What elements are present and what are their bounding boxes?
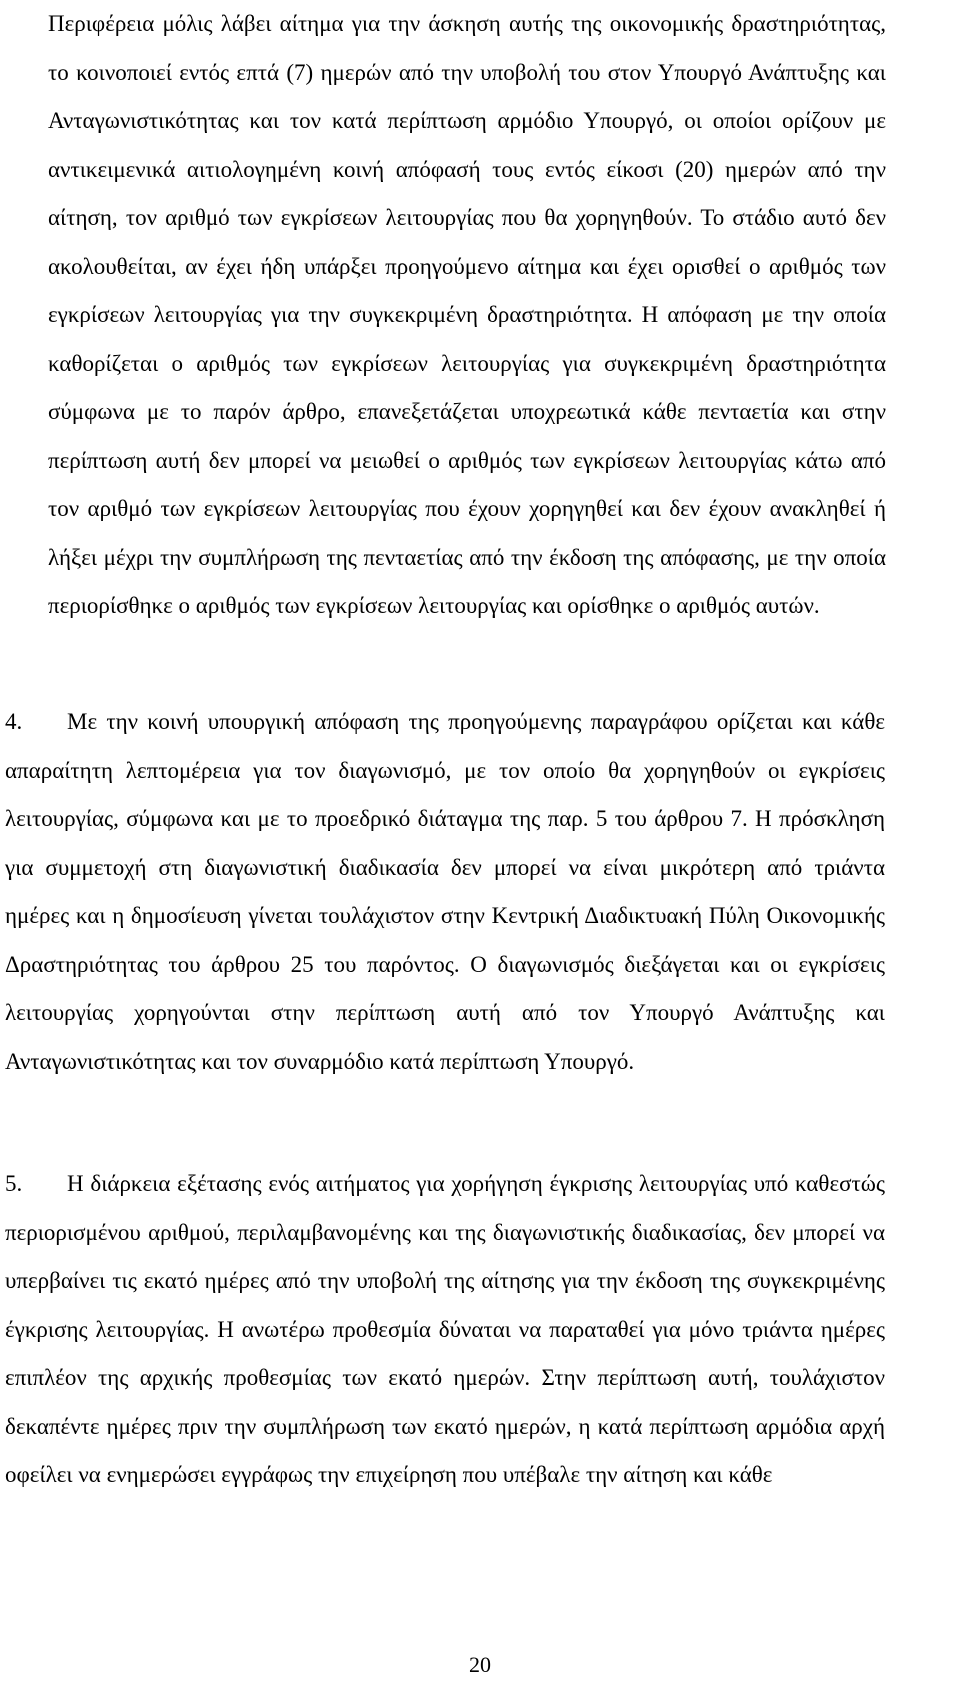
paragraph-text: Περιφέρεια μόλις λάβει αίτημα για την άσκηση αυτής της οικονομικής δραστηριότητας, το κοινοποιεί εντός επτά (7) ημερών από την υποβολή του στον Υπουργό Ανάπτυξης και Ανταγωνιστικότητας και τον κατά περίπτωση αρμόδιο Υπουργό, οι οποίοι ορίζουν με αντικειμενικά αιτιολογημένη κοινή απόφασή τους εντός είκοσι (20) ημερών από την αίτηση, τον αριθμό των εγκρίσεων λειτουργίας που θα χορηγηθούν. Το στάδιο αυτό δεν ακολουθείται, αν έχει ήδη υπάρξει προηγούμενο αίτημα και έχει ορισθεί ο αριθμός των εγκρίσεων λειτουργίας για την συγκεκριμένη δραστηριότητα. Η απόφαση με την οποία καθορίζεται ο αριθμός των εγκρίσεων λειτουργίας για συγκεκριμένη δραστηριότητα σύμφωνα με το παρόν άρθρο, επανεξετάζεται υποχρεωτικά κάθε πενταετία και στην περίπτωση αυτή δεν μπορεί να μειωθεί ο αριθμός των εγκρίσεων λειτουργίας κάτω από τον αριθμό των εγκρίσεων λειτουργίας που έχουν χορηγηθεί και δεν έχουν ανακληθεί ή λήξει μέχρι την συμπλήρωση της πενταετίας από την έκδοση της απόφασης, με την οποία περιορίσθηκε ο αριθμός των εγκρίσεων λειτουργίας και ορίσθηκε ο αριθμός αυτών. [48,11,886,618]
paragraph-4 [5,698,885,1086]
paragraph-text: Με την κοινή υπουργική απόφαση της προηγούμενης παραγράφου ορίζεται και κάθε απαραίτητη λεπτομέρεια για τον διαγωνισμό, με τον οποίο θα χορηγηθούν οι εγκρίσεις λειτουργίας, σύμφωνα και με το προεδρικό διάταγμα της παρ. 5 του άρθρου 7. Η πρόσκληση για συμμετοχή στη διαγωνιστική διαδικασία δεν μπορεί να είναι μικρότερη από τριάντα ημέρες και η δημοσίευση γίνεται τουλάχιστον στην Κεντρική Διαδικτυακή Πύλη Οικονομικής Δραστηριότητας του άρθρου 25 του παρόντος. Ο διαγωνισμός διεξάγεται και οι εγκρίσεις λειτουργίας χορηγούνται στην περίπτωση αυτή από τον Υπουργό Ανάπτυξης και Ανταγωνιστικότητας και τον συναρμόδιο κατά περίπτωση Υπουργό. [5,709,885,1074]
paragraph-5 [5,1160,885,1500]
paragraph-text: Η διάρκεια εξέτασης ενός αιτήματος για χορήγηση έγκρισης λειτουργίας υπό καθεστώς περιορισμένου αριθμού, περιλαμβανομένης και της διαγωνιστικής διαδικασίας, δεν μπορεί να υπερβαίνει τις εκατό ημέρες από την υποβολή της αίτησης για την έκδοση της συγκεκριμένης έγκρισης λειτουργίας. Η ανωτέρω προθεσμία δύναται να παραταθεί για μόνο τριάντα ημέρες επιπλέον της αρχικής προθεσμίας των εκατό ημερών. Στην περίπτωση αυτή, τουλάχιστον δεκαπέντε ημέρες πριν την συμπλήρωση των εκατό ημερών, η κατά περίπτωση αρμόδια αρχή οφείλει να ενημερώσει εγγράφως την επιχείρηση που υπέβαλε την αίτηση και κάθε [5,1171,885,1487]
paragraph-number: 5. [5,1171,23,1196]
paragraph-number: 4. [5,709,23,734]
paragraph-continuation [48,0,886,631]
page-number: 20 [469,1652,491,1677]
